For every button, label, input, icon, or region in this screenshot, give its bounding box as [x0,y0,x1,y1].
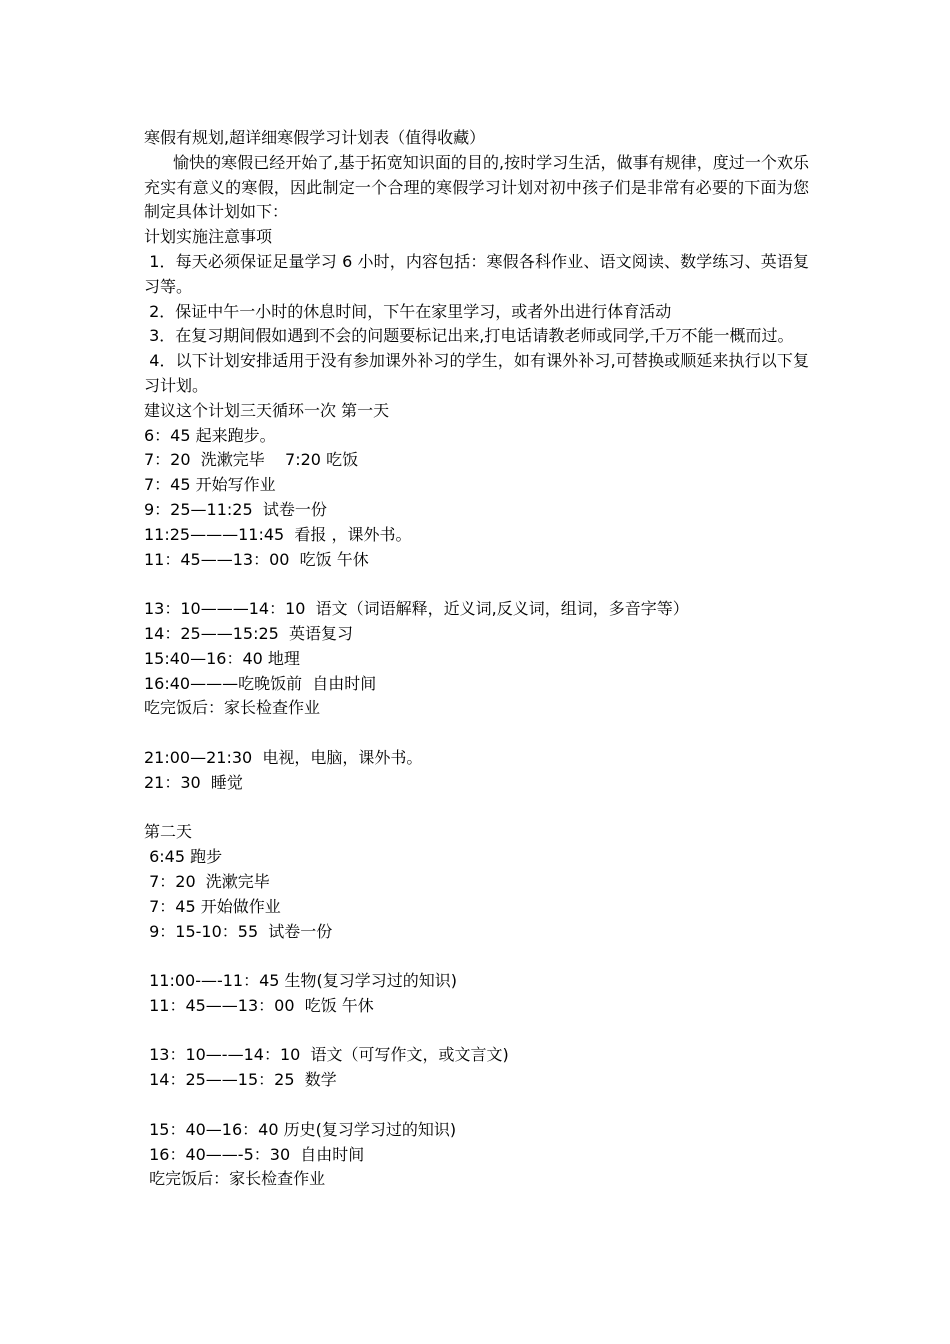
blank-line [144,944,809,969]
schedule-line: 11：45——13：00 吃饭 午休 [144,549,369,569]
schedule-line: 7：20 洗漱完毕 7:20 吃饭 [144,450,359,470]
schedule-line: 16:40———吃晚饭前 自由时间 [144,673,377,693]
schedule-line: 14：25——15:25 英语复习 [144,623,354,643]
schedule-line: 7：20 洗漱完毕 [144,871,270,891]
schedule-line: 11：45——13：00 吃饭 午休 [144,995,374,1015]
blank-line [144,796,809,821]
schedule-line: 6:45 跑步 [144,847,223,867]
schedule-line: 21:00—21:30 电视，电脑，课外书。 [144,747,423,767]
notes-heading: 计划实施注意事项 [144,227,273,247]
note-item: 1．每天必须保证足量学习 6 小时，内容包括：寒假各科作业、语文阅读、数学练习、英语复习等。 [144,251,809,296]
blank-line [144,572,809,597]
schedule-line: 吃完饭后：家长检查作业 [144,698,321,718]
schedule-line: 11:25———11:45 看报 ，课外书。 [144,524,412,544]
document-title: 寒假有规划,超详细寒假学习计划表（值得收藏） [144,128,486,147]
schedule-line: 13：10———14：10 语文（词语解释，近义词,反义词，组词，多音字等） [144,599,689,619]
schedule-line: 9：15-10：55 试卷一份 [144,921,333,941]
schedule-line: 14：25——15：25 数学 [144,1070,337,1090]
schedule-line: 7：45 开始做作业 [144,896,281,916]
schedule-line: 7：45 开始写作业 [144,475,276,495]
blank-line [144,721,809,746]
blank-line [144,1019,809,1044]
schedule-line: 13：10—-—14：10 语文（可写作文，或文言文) [144,1045,509,1065]
schedule-line: 6：45 起来跑步。 [144,425,276,445]
document-body [144,126,809,1192]
schedule-line: 15:40—16：40 地理 [144,648,300,668]
blank-line [144,1093,809,1118]
day2-heading: 第二天 [144,822,193,842]
note-item: 4．以下计划安排适用于没有参加课外补习的学生，如有课外补习,可替换或顺延来执行以下复习计划。 [144,351,809,395]
schedule-line: 11:00-—-11：45 生物(复习学习过的知识) [144,971,458,991]
note-item: 3．在复习期间假如遇到不会的问题要标记出来,打电话请教老师或同学,千万不能一概而过。 [144,326,794,346]
note-item: 2．保证中午一小时的休息时间，下午在家里学习，或者外出进行体育活动 [144,301,672,321]
schedule-line: 16：40——-5：30 自由时间 [144,1144,365,1164]
schedule-line: 9：25—11:25 试卷一份 [144,499,327,519]
schedule-line: 21：30 睡觉 [144,772,243,792]
schedule-line: 吃完饭后：家长检查作业 [144,1169,326,1189]
day1-heading: 建议这个计划三天循环一次 第一天 [144,400,390,420]
schedule-line: 15：40—16：40 历史(复习学习过的知识) [144,1119,457,1139]
intro-paragraph: 愉快的寒假已经开始了,基于拓宽知识面的目的,按时学习生活，做事有规律，度过一个欢乐充实有意义的寒假，因此制定一个合理的寒假学习计划对初中孩子们是非常有必要的下面为您制定具体计划如下： [144,152,809,222]
